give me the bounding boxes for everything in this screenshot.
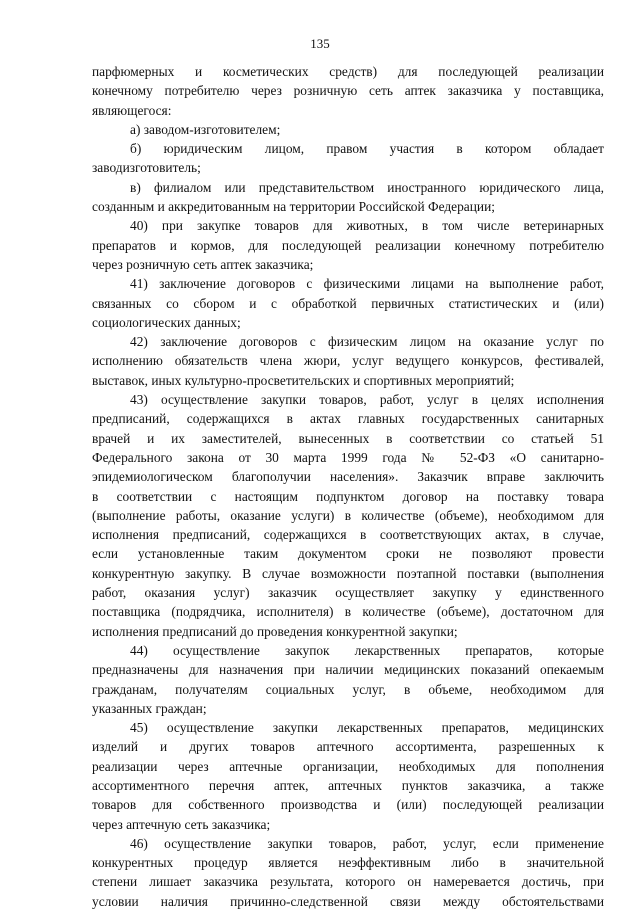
paragraph-p9	[92, 718, 604, 834]
paragraph-p0	[92, 62, 604, 120]
text-line: эпидемиологическом благополучии населения». Заказчик вправе заключить	[92, 469, 604, 485]
text-line: в соответствии с настоящим подпунктом договор на поставку товара	[92, 488, 604, 504]
text-line: выставок, иных культурно-просветительских и спортивных мероприятий;	[92, 372, 515, 388]
text-line: 41) заключение договоров с физическими лицами на выполнение работ,	[130, 276, 604, 292]
paragraph-p2	[92, 139, 604, 178]
text-line: предназначены для назначения при наличии медицинских показаний опекаемым	[92, 662, 604, 678]
text-line: через розничную сеть аптек заказчика;	[92, 256, 314, 272]
text-line: парфюмерных и косметических средств) для последующей реализации	[92, 64, 604, 79]
text-line: врачей и их заместителей, вынесенных в соответствии со статьей 51	[92, 430, 604, 446]
text-line: указанных граждан;	[92, 700, 207, 716]
text-line: препаратов и кормов, для последующей реализации конечному потребителю	[92, 237, 604, 253]
text-line: конкурентную закупку. В случае возможности поэтапной поставки (выполнения	[92, 565, 604, 581]
text-line: степени лишает заказчика результата, которого он намеревается достичь, при	[92, 874, 604, 890]
paragraph-p10	[92, 834, 604, 911]
paragraph-p1	[92, 120, 604, 139]
text-line: товаров для собственного производства и (или) последующей реализации	[92, 797, 604, 813]
paragraph-p5	[92, 274, 604, 332]
paragraph-p4	[92, 216, 604, 274]
paragraph-p3	[92, 178, 604, 217]
text-line: 42) заключение договоров с физическим лицом на оказание услуг по	[130, 334, 604, 350]
text-line: созданным и аккредитованным на территории Российской Федерации;	[92, 199, 495, 215]
text-line: Федерального закона от 30 марта 1999 года № 52-ФЗ «О санитарно-	[92, 449, 604, 465]
paragraph-p7	[92, 390, 604, 641]
text-line: предписаний, содержащихся в актах главных государственных санитарных	[92, 411, 604, 427]
page-number: 135	[310, 36, 330, 51]
text-line: работ, оказания услуг) заказчик осуществляет закупку у единственного	[92, 585, 604, 601]
text-line: поставщика (подрядчика, исполнителя) в количестве (объеме), достаточном для	[92, 604, 604, 620]
text-line: а) заводом-изготовителем;	[130, 121, 281, 137]
text-line: через аптечную сеть заказчика;	[92, 816, 271, 832]
text-line: исполнения предписаний до проведения конкурентной закупки;	[92, 623, 458, 639]
text-line: гражданам, получателям социальных услуг, в объеме, необходимом для	[92, 681, 604, 697]
text-line: являющегося:	[92, 102, 172, 118]
text-line: заводизготовитель;	[92, 160, 201, 176]
text-line: изделий и других товаров аптечного ассортимента, разрешенных к	[92, 739, 604, 755]
text-line: в) филиалом или представительством иностранного юридического лица,	[130, 179, 604, 195]
text-line: ассортиментного перечня аптек, аптечных пунктов заказчика, а также	[92, 777, 604, 793]
text-line: 44) осуществление закупок лекарственных препаратов, которые	[130, 642, 604, 658]
text-line: (выполнение работы, оказание услуги) в количестве (объеме), необходимом для	[92, 507, 604, 523]
text-line: исполнения предписаний, содержащихся в соответствующих актах, в случае,	[92, 527, 604, 543]
document-body	[92, 62, 604, 911]
text-line: связанных со сбором и с обработкой первичных статистических и (или)	[92, 295, 604, 311]
text-line: условии наличия причинно-следственной связи между обстоятельствами	[92, 893, 604, 909]
text-line: 40) при закупке товаров для животных, в том числе ветеринарных	[130, 218, 604, 234]
text-line: исполнению обязательств члена жюри, услуг ведущего конкурсов, фестивалей,	[92, 353, 604, 369]
text-line: реализации через аптечные организации, необходимых для пополнения	[92, 758, 604, 774]
text-line: 45) осуществление закупки лекарственных препаратов, медицинских	[130, 720, 604, 736]
text-line: б) юридическим лицом, правом участия в котором обладает	[130, 141, 604, 157]
text-line: социологических данных;	[92, 314, 241, 330]
text-line: конечному потребителю через розничную сеть аптек заказчика у поставщика,	[92, 83, 604, 99]
text-line: если установленные таким документом сроки не позволяют провести	[92, 546, 604, 562]
text-line: конкурентных процедур является неэффективным либо в значительной	[92, 855, 604, 871]
paragraph-p8	[92, 641, 604, 718]
paragraph-p6	[92, 332, 604, 390]
text-line: 43) осуществление закупки товаров, работ, услуг в целях исполнения	[130, 392, 604, 408]
text-line: 46) осуществление закупки товаров, работ, услуг, если применение	[130, 835, 604, 851]
